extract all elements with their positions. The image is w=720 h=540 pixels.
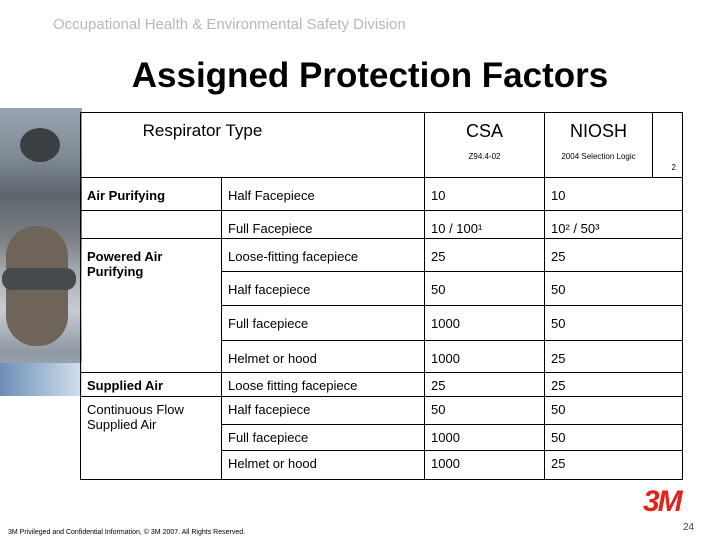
row-niosh: 25 [545,341,683,373]
division-header: Occupational Health & Environmental Safety Division [53,16,406,33]
slide-title: Assigned Protection Factors [131,56,609,95]
row-category [81,211,222,239]
row-niosh: 50 [545,306,683,341]
row-type: Full Facepiece [222,211,425,239]
table-row [81,239,683,272]
header-csa-standard: Z94.4-02 [468,152,501,161]
row-category: Supplied Air [81,373,222,397]
confidentiality-footer: 3M Privileged and Confidential Information, © 3M 2007. All Rights Reserved. [8,529,246,536]
header-csa-label: CSA [465,121,503,141]
row-csa: 1000 [425,451,545,480]
row-niosh: 25 [545,451,683,480]
table-row [81,373,683,397]
row-csa: 1000 [425,425,545,451]
page-number: 24 [683,522,695,533]
row-type: Helmet or hood [222,341,425,373]
row-type: Half Facepiece [222,178,425,211]
table-row [81,211,683,239]
safety-glasses-shape [2,268,76,290]
row-category: Powered Air Purifying [81,239,222,373]
header-niosh [545,113,653,178]
row-niosh: 50 [545,425,683,451]
row-niosh: 50 [545,397,683,425]
row-type: Loose fitting facepiece [222,373,425,397]
row-category: Continuous Flow Supplied Air [81,397,222,480]
row-type: Helmet or hood [222,451,425,480]
row-csa: 50 [425,397,545,425]
row-csa: 1000 [425,341,545,373]
header-niosh-standard: 2004 Selection Logic [561,152,636,161]
table-header-row [81,113,683,178]
row-category: Air Purifying [81,178,222,211]
row-niosh: 10² / 50³ [545,211,683,239]
table-row [81,178,683,211]
row-niosh: 25 [545,373,683,397]
row-csa: 10 / 100¹ [425,211,545,239]
header-csa [425,113,545,178]
protection-factors-table [80,112,683,480]
earmuff-shape [20,128,60,162]
row-type: Full facepiece [222,306,425,341]
row-csa: 25 [425,239,545,272]
table-row [81,397,683,425]
row-csa: 25 [425,373,545,397]
photo-glare [0,363,82,396]
row-csa: 50 [425,272,545,306]
row-type: Loose-fitting facepiece [222,239,425,272]
row-niosh: 25 [545,239,683,272]
row-csa: 10 [425,178,545,211]
row-type: Full facepiece [222,425,425,451]
header-footnote: 2 [653,113,683,178]
3m-logo: 3M [643,485,681,518]
header-respirator-type: Respirator Type [81,113,425,178]
row-type: Half facepiece [222,272,425,306]
row-csa: 1000 [425,306,545,341]
side-photo [0,108,82,396]
header-niosh-label: NIOSH [569,121,627,141]
row-type: Half facepiece [222,397,425,425]
row-niosh: 50 [545,272,683,306]
row-niosh: 10 [545,178,683,211]
